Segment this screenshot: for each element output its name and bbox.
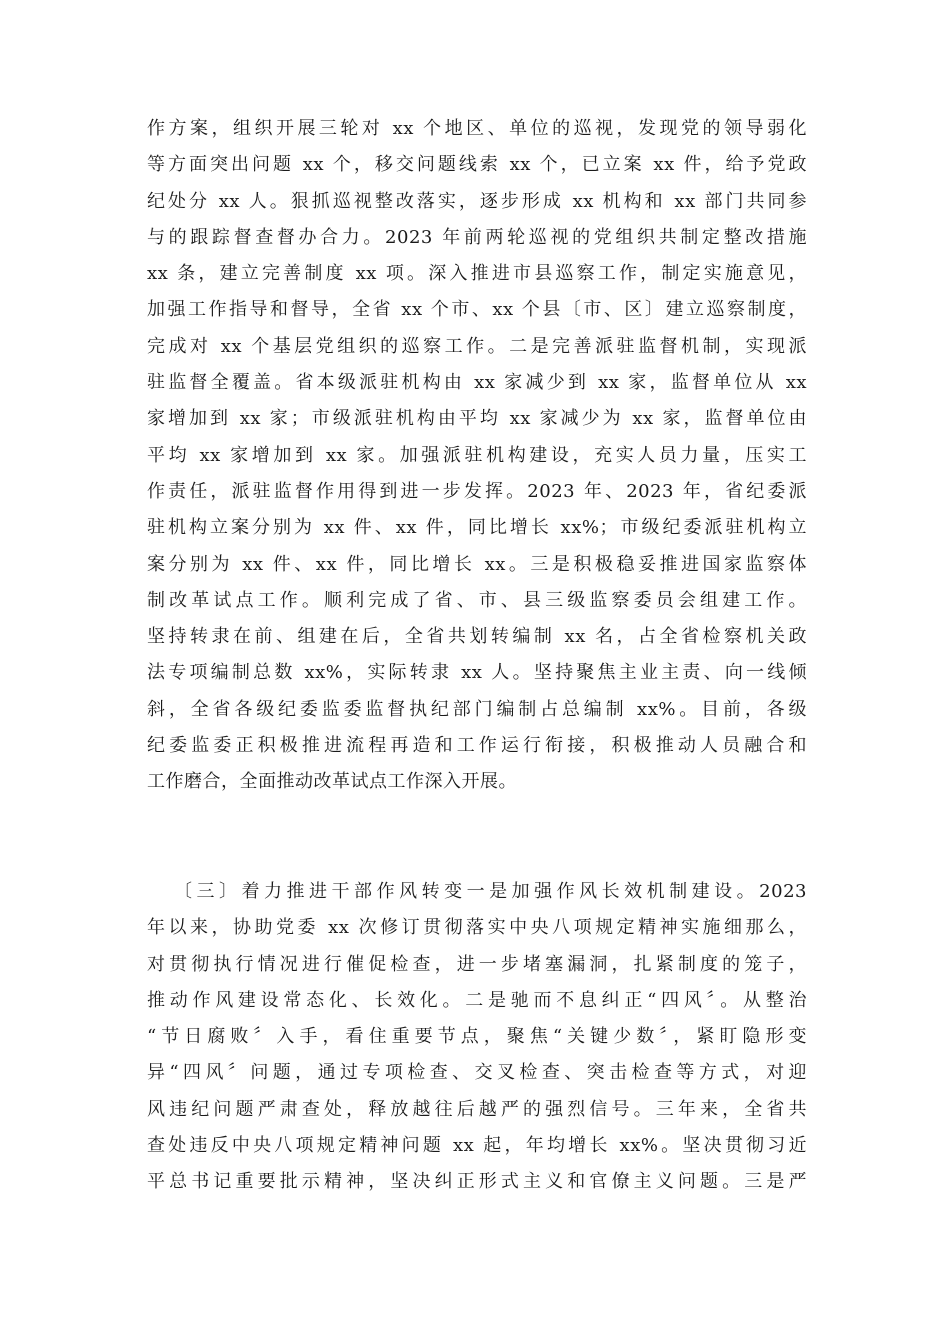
text-line: 风违纪问题严肃查处，释放越往后越严的强烈信号。三年来，全省共 [147,1098,807,1120]
text-line: 查处违反中央八项规定精神问题 xx 起，年均增长 xx%。坚决贯彻习近 [147,1135,807,1157]
text-line: 纪处分 xx 人。狠抓巡视整改落实，逐步形成 xx 机构和 xx 部门共同参 [147,190,807,212]
text-line: 平均 xx 家增加到 xx 家。加强派驻机构建设，充实人员力量，压实工 [147,444,807,466]
text-line: 完成对 xx 个基层党组织的巡察工作。二是完善派驻监督机制，实现派 [147,335,807,357]
text-line: xx 条，建立完善制度 xx 项。深入推进市县巡察工作，制定实施意见， [147,263,807,285]
text-line: 制改革试点工作。顺利完成了省、市、县三级监察委员会组建工作。 [147,589,807,611]
text-line: 作责任，派驻监督作用得到进一步发挥。2023 年、2023 年，省纪委派 [147,480,807,502]
text-line: 与的跟踪督查督办合力。2023 年前两轮巡视的党组织共制定整改措施 [147,226,807,248]
text-line: 推动作风建设常态化、长效化。二是驰而不息纠正“四风〞。从整治 [147,989,807,1011]
text-line: 工作磨合，全面推动改革试点工作深入开展。 [147,771,517,793]
text-line: 作方案，组织开展三轮对 xx 个地区、单位的巡视，发现党的领导弱化 [147,118,807,139]
text-line: 斜，全省各级纪委监委监督执纪部门编制占总编制 xx%。目前，各级 [147,698,807,720]
text-line: 等方面突出问题 xx 个，移交问题线索 xx 个，已立案 xx 件，给予党政 [147,154,807,176]
text-line: 纪委监委正积极推进流程再造和工作运行衔接，积极推动人员融合和 [147,735,807,757]
text-line: 家增加到 xx 家；市级派驻机构由平均 xx 家减少为 xx 家，监督单位由 [147,408,807,430]
text-line: 异“四风〞问题，通过专项检查、交叉检查、突击检查等方式，对迎 [147,1062,807,1084]
text-line: “节日腐败〞入手，看住重要节点，聚焦“关键少数〞，紧盯隐形变 [147,1026,807,1048]
text-line: 坚持转隶在前、组建在后，全省共划转编制 xx 名，占全省检察机关政 [147,626,807,648]
text-line: 驻监督全覆盖。省本级派驻机构由 xx 家减少到 xx 家，监督单位从 xx [147,372,807,394]
text-line: 〔三〕着力推进干部作风转变一是加强作风长效机制建设。2023 [174,881,807,902]
text-line: 加强工作指导和督导，全省 xx 个市、xx 个县〔市、区〕建立巡察制度， [147,299,807,321]
text-line: 驻机构立案分别为 xx 件、xx 件，同比增长 xx%；市级纪委派驻机构立 [147,517,807,539]
paragraph-work-style [147,874,807,1201]
text-line: 法专项编制总数 xx%，实际转隶 xx 人。坚持聚焦主业主责、向一线倾 [147,662,807,684]
text-line: 平总书记重要批示精神，坚决纠正形式主义和官僚主义问题。三是严 [147,1171,807,1193]
paragraph-inspection-supervision [147,111,807,801]
text-line: 案分别为 xx 件、xx 件，同比增长 xx。三是积极稳妥推进国家监察体 [147,553,807,575]
text-line: 年以来，协助党委 xx 次修订贯彻落实中央八项规定精神实施细那么， [147,917,807,939]
text-line: 对贯彻执行情况进行催促检查，进一步堵塞漏洞，扎紧制度的笼子， [147,953,807,975]
